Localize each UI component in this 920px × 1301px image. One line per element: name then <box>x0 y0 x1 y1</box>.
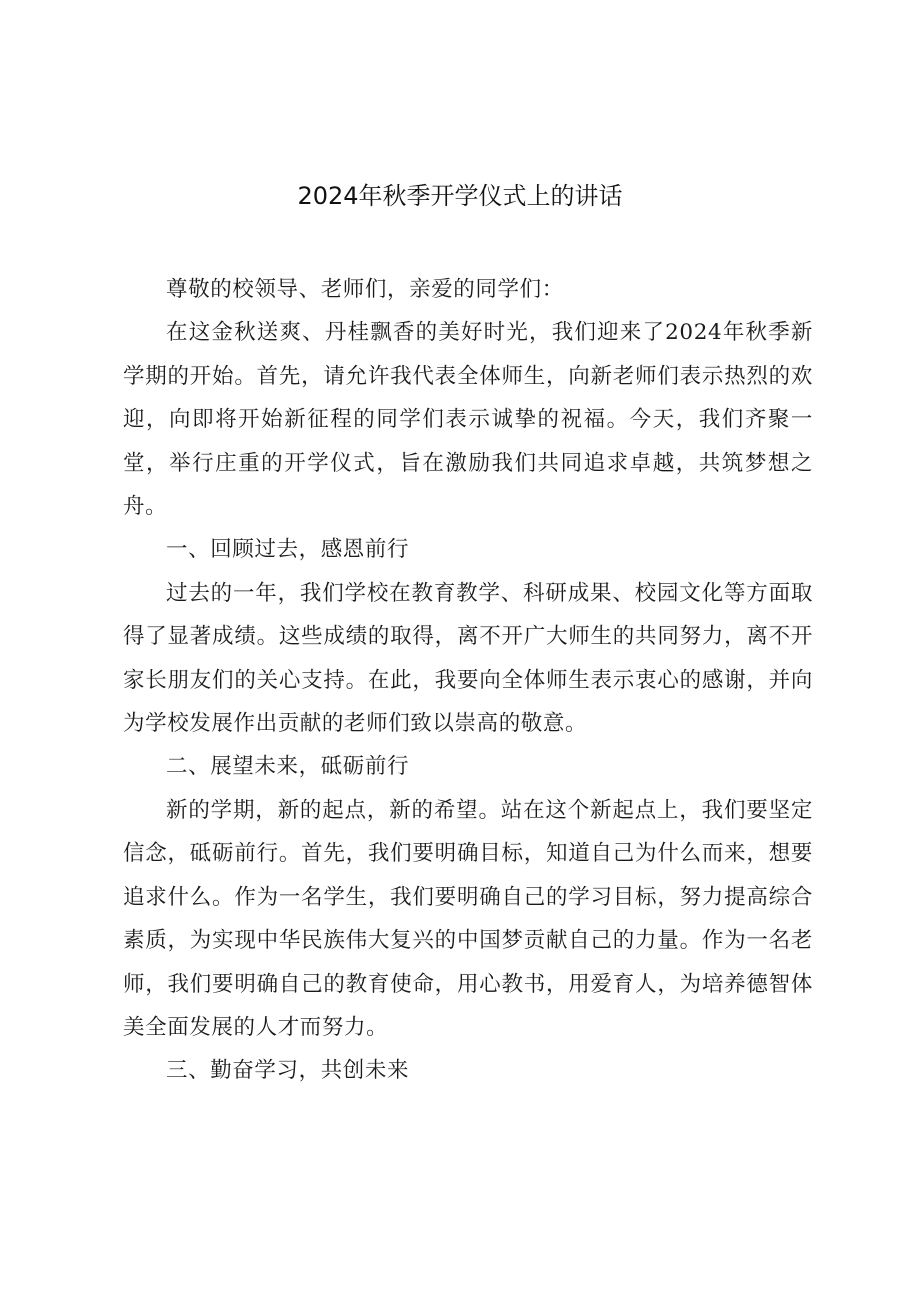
section-heading-2: 二、展望未来，砥砺前行 <box>166 754 410 780</box>
document-title: 2024年秋季开学仪式上的讲话 <box>297 182 623 210</box>
section-paragraph-1: 过去的一年，我们学校在教育教学、科研成果、校园文化等方面取得了显著成绩。这些成绩的取得，离不开广大师生的共同努力，离不开家长朋友们的关心支持。在此，我要向全体师生表示衷心的感谢，并向为学校发展作出贡献的老师们致以崇高的敬意。 <box>123 580 813 737</box>
section-heading-1: 一、回顾过去，感恩前行 <box>166 537 410 563</box>
intro-paragraph: 在这金秋送爽、丹桂飘香的美好时光，我们迎来了2024年秋季新学期的开始。首先，请允许我代表全体师生，向新老师们表示热烈的欢迎，向即将开始新征程的同学们表示诚挚的祝福。今天，我们齐聚一堂，举行庄重的开学仪式，旨在激励我们共同追求卓越，共筑梦想之舟。 <box>123 320 813 520</box>
section-heading-3: 三、勤奋学习，共创未来 <box>166 1058 410 1084</box>
section-paragraph-2: 新的学期，新的起点，新的希望。站在这个新起点上，我们要坚定信念，砥砺前行。首先，我们要明确目标，知道自己为什么而来，想要追求什么。作为一名学生，我们要明确自己的学习目标，努力提高综合素质，为实现中华民族伟大复兴的中国梦贡献自己的力量。作为一名老师，我们要明确自己的教育使命，用心教书，用爱育人，为培养德智体美全面发展的人才而努力。 <box>123 797 813 1040</box>
document-body <box>123 268 813 1093</box>
greeting-paragraph: 尊敬的校领导、老师们，亲爱的同学们： <box>166 277 564 302</box>
